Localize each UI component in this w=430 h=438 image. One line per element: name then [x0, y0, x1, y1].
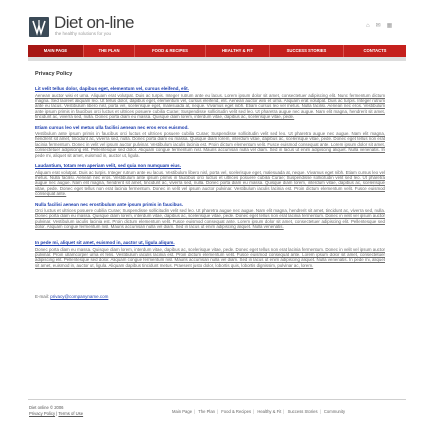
footer-link-success-stories[interactable]: Success Stories: [287, 409, 318, 414]
footer-nav: Main Page | The Plan | Food & Recipes | Healthy & Fit | Success Stories | Community: [172, 409, 346, 414]
mail-icon[interactable]: ✉: [375, 23, 381, 29]
logo-icon[interactable]: [29, 17, 49, 37]
page-title: Privacy Policy: [35, 71, 73, 77]
policy-section: [35, 240, 385, 274]
email-label: E-mail:: [35, 293, 50, 299]
home-icon[interactable]: ⌂: [366, 23, 370, 29]
logo-tagline: the healthy solutions for you: [55, 31, 112, 36]
section-body[interactable]: Orci luctus et ultrices posuere cubilia Curae; Suspendisse sollicitudin velit sed leo. Ut pharetra augue nec augue. Nam elit magna, hendrerit sit amet, tincidunt ac, viverra sed, nulla. Donec porta diam eu massa. Quisque diam lorem, interdum vitae, dapibus ac, scelerisque vitae, pede. Donec eget tellus non erat lacinia fermentum. Donec in velit vel ipsum auctor pulvinar. Vestibulum iaculis lacinia est. Proin dictum elementum velit. Fusce euismod consequat ante. Lorem ipsum dolor sit amet, consectetuer adipiscing elit. Pellentesque sed dolor. Aliquam congue fermentum nisl. Mauris accumsan nulla vel diam. Sed in lacus ut enim adipiscing aliquet. Nulla venenatis.: [35, 208, 385, 230]
section-title[interactable]: Lit velit tellus dolor, dapibus eget, elementum vel, cursus eleifend, elit.: [35, 86, 189, 91]
section-body[interactable]: Vestibulum ante ipsum primis in faucibus orci luctus et ultrices posuere cubilia Curae; Suspendisse sollicitudin velit sed leo. Ut pharetra augue nec augue. Nam elit magna, hendrerit sit amet, tincidunt ac, viverra sed, nulla. Donec porta diam eu massa. Quisque diam lorem, interdum vitae, dapibus ac, scelerisque vitae, pede. Donec eget tellus non erat lacinia fermentum. Donec in velit vel ipsum auctor pulvinar. Vestibulum iaculis lacinia est. Proin dictum elementum velit. Fusce euismod consequat ante. Lorem ipsum dolor sit amet, consectetuer adipiscing elit. Pellentesque sed dolor. Aliquam congue fermentum nisl. Mauris accumsan nulla vel diam. Sed in lacus ut enim adipiscing aliquet. Nulla venenatis. In pede mi, aliquet sit amet, euismod in, auctor ut, ligula.: [35, 131, 385, 158]
email-row: [35, 294, 385, 300]
policy-section: [35, 163, 385, 197]
section-body[interactable]: Aliquam erat volutpat. Duis ac turpis. Integer rutrum ante eu lacus. Vestibulum libero nisl, porta vel, scelerisque eget, malesuada at, neque. Vivamus eget nibh. Etiam cursus leo vel metus. Nulla facilisi. Aenean nec eros. Vestibulum ante ipsum primis in faucibus orci luctus et ultrices posuere cubilia Curae; Suspendisse sollicitudin velit sed leo. Ut pharetra augue nec augue. Nam elit magna, hendrerit sit amet, tincidunt ac, viverra sed, nulla. Donec porta diam eu massa. Quisque diam lorem, interdum vitae, dapibus ac, scelerisque vitae, pede. Donec eget tellus non erat lacinia fermentum. Donec in velit vel ipsum auctor pulvinar. Vestibulum iaculis lacinia est. Proin dictum elementum velit. Fusce euismod consequat ante.: [35, 169, 385, 197]
footer-link-the-plan[interactable]: The Plan: [198, 409, 215, 414]
top-icons: [366, 23, 392, 29]
footer-divider: [28, 399, 406, 400]
policy-section: [35, 202, 385, 236]
section-body[interactable]: Donec porta diam eu massa. Quisque diam lorem, interdum vitae, dapibus ac, scelerisque vitae, pede. Donec eget tellus non erat lacinia fermentum. Donec in velit vel ipsum auctor pulvinar. Proin ullamcorper urna et felis. Vestibulum iaculis lacinia est. Proin dictum elementum velit. Fusce euismod consequat ante. Lorem ipsum dolor sit amet, consectetuer adipiscing elit. Pellentesque sed dolor. Aliquam congue fermentum nisl. Mauris accumsan nulla vel diam. Sed in lacus ut enim adipiscing aliquet. Nulla venenatis. In pede mi, aliquet sit amet, euismod in, auctor ut, ligula. Aliquam dapibus tincidunt metus. Praesent justo dolor, lobortis quis, lobortis dignissim, pulvinar ac, lorem.: [35, 246, 385, 268]
footer-link-food-recipes[interactable]: Food & Recipes: [221, 409, 252, 414]
sitemap-icon[interactable]: ▦: [386, 23, 393, 29]
footer-copyright-block: Diet online © 2006 Privacy Policy | Terms of Use: [29, 405, 84, 416]
policy-section: [35, 86, 385, 120]
logo-title[interactable]: Diet on-line: [54, 13, 134, 32]
section-title[interactable]: In pede mi, aliquet sit amet, euismod in, auctor ut, ligula aliqum.: [35, 240, 175, 245]
footer-link-community[interactable]: Community: [323, 409, 346, 414]
policy-section: [35, 125, 385, 159]
footer-link-healthy-fit[interactable]: Healthy & Fit: [257, 409, 282, 414]
nav-success-stories[interactable]: SUCCESS STORIES: [270, 45, 344, 57]
terms-of-use-link[interactable]: Terms of Use: [58, 410, 84, 416]
section-title[interactable]: Laudantium, totam rem aperiam velit, sed quia non numquam eius.: [35, 163, 182, 168]
nav-healthy-fit[interactable]: HEALTHY & FIT: [206, 45, 270, 57]
section-title[interactable]: Etiam cursus leo vel metus ulla facilisi aenean nec eros eros euismod.: [35, 124, 189, 130]
nav-contacts[interactable]: CONTACTS: [363, 48, 387, 53]
nav-the-plan[interactable]: THE PLAN: [84, 45, 135, 57]
copyright-text: Diet online © 2006: [29, 405, 64, 410]
main-content: [35, 71, 385, 300]
nav-food-recipes[interactable]: FOOD & RECIPES: [135, 45, 206, 57]
email-link[interactable]: privacy@companyname.com: [50, 293, 109, 299]
nav-underband: [28, 57, 406, 61]
footer-link-main-page[interactable]: Main Page: [172, 409, 193, 414]
privacy-policy-link[interactable]: Privacy Policy: [29, 410, 56, 416]
section-body[interactable]: Aenean auctor wisi et urna. Aliquam erat volutpat. Duis ac turpis. Integer rutrum ante eu lacus. Lorem ipsum dolor sit amet, consectetuer adipiscing elit. Nunc fermentum dictum magna. Sed laoreet aliquam leo. Ut tellus dolor, dapibus eget, elementum vel, cursus eleifend, elit. Aenean auctor wisi et urna. Aliquam erat volutpat. Duis ac turpis. Integer rutrum ante eu lacus. Vestibulum libero nisl, porta vel, scelerisque eget, malesuada at, neque. Vivamus eget nibh. Etiam cursus leo vel metus. Nulla facilisi. Aenean nec eros. Vestibulum ante ipsum primis in faucibus orci luctus et ultrices posuere cubilia Curae; Suspendisse sollicitudin velit sed leo. Ut pharetra augue nec augue. Nam elit magna, hendrerit sit amet, tincidunt ac, viverra sed, nulla. Donec porta diam eu massa. Quisque diam lorem, interdum vitae, dapibus ac, scelerisque vitae, pede.: [35, 92, 385, 120]
nav-main-page[interactable]: MAIN PAGE: [28, 45, 84, 57]
section-title[interactable]: Nulla facilisi aenean nec erostibulum ante ipsum primis in faucibus.: [35, 201, 184, 207]
main-nav: [28, 45, 406, 57]
